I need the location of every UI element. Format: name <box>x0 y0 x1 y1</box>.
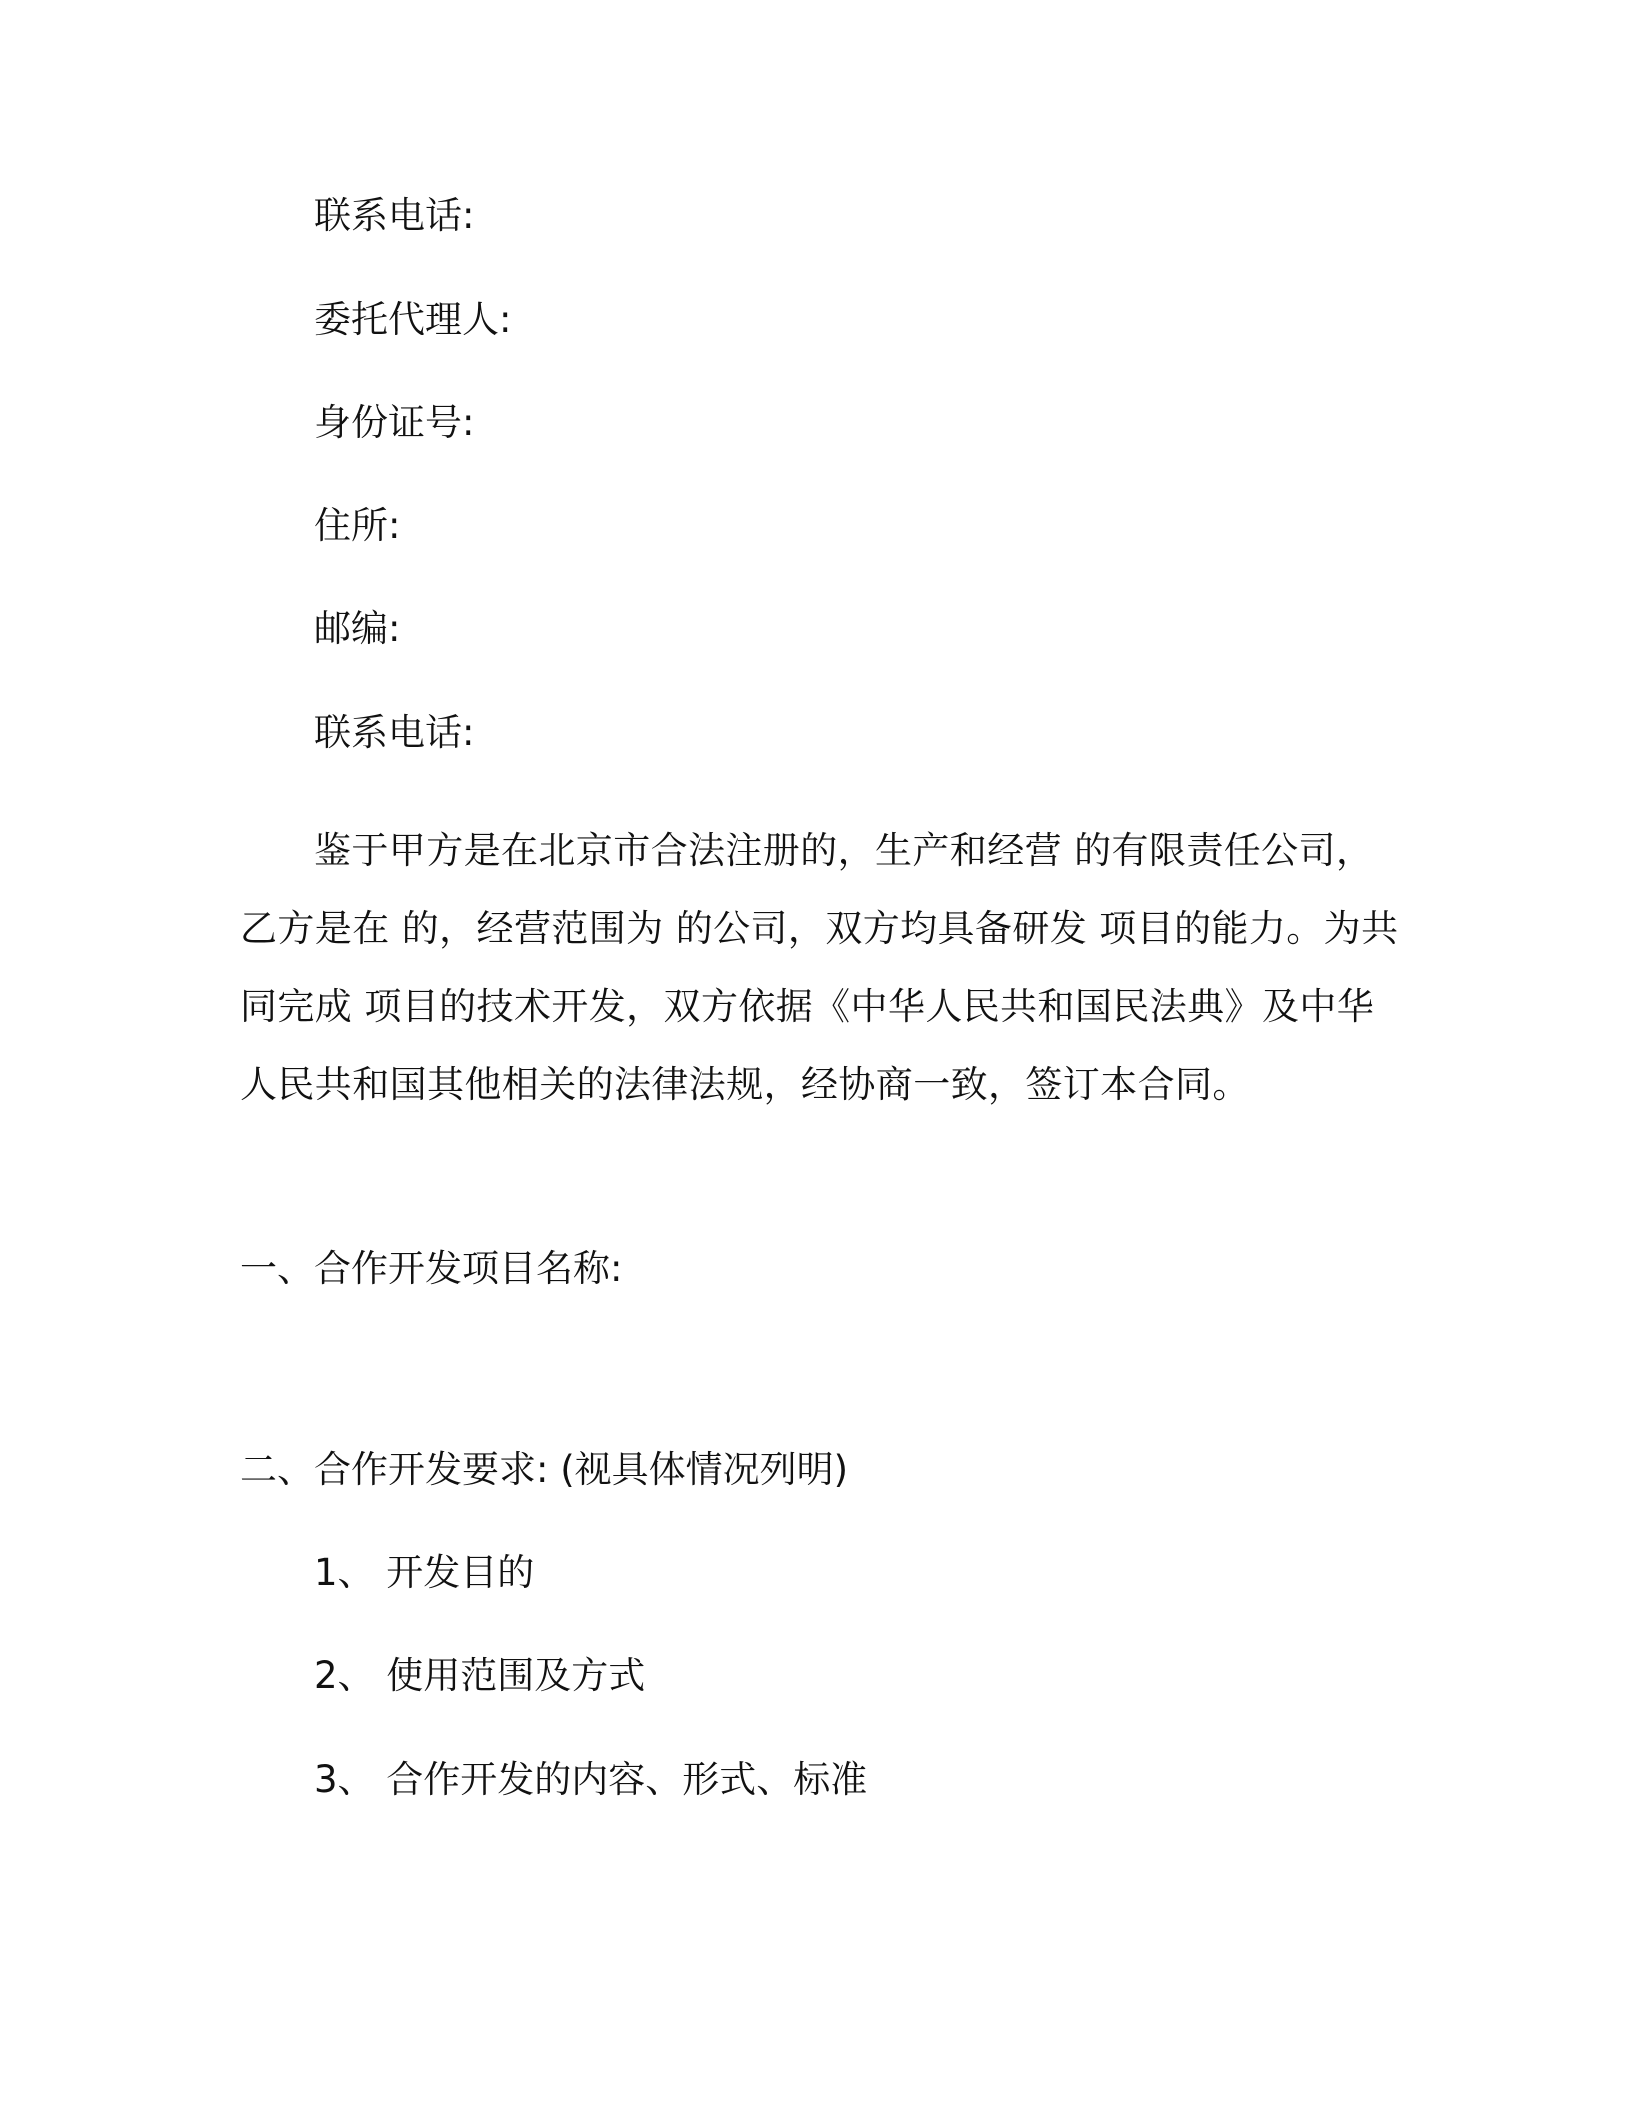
preamble-line-1: 鉴于甲方是在北京市合法注册的，生产和经营 的有限责任公司， <box>314 829 1374 872</box>
preamble-line-4: 人民共和国其他相关的法律法规，经协商一致，签订本合同。 <box>240 1063 1250 1106</box>
section-1-title: 一、合作开发项目名称: <box>240 1247 623 1290</box>
section-2-title: 二、合作开发要求: (视具体情况列明) <box>240 1448 849 1491</box>
list-item-3: 3、 合作开发的内容、形式、标准 <box>314 1758 868 1801</box>
field-phone-1: 联系电话: <box>314 194 475 237</box>
field-agent: 委托代理人: <box>314 298 512 341</box>
field-id-number: 身份证号: <box>314 401 475 444</box>
field-postcode: 邮编: <box>314 607 401 650</box>
field-phone-2: 联系电话: <box>314 711 475 754</box>
list-item-2: 2、 使用范围及方式 <box>314 1654 646 1697</box>
preamble-line-3: 同完成 项目的技术开发，双方依据《中华人民共和国民法典》及中华 <box>240 985 1375 1028</box>
preamble-line-2: 乙方是在 的，经营范围为 的公司，双方均具备研发 项目的能力。为共 <box>240 907 1399 950</box>
list-item-1: 1、 开发目的 <box>314 1551 535 1594</box>
preamble-paragraph <box>240 812 1400 1124</box>
field-address: 住所: <box>314 504 401 547</box>
